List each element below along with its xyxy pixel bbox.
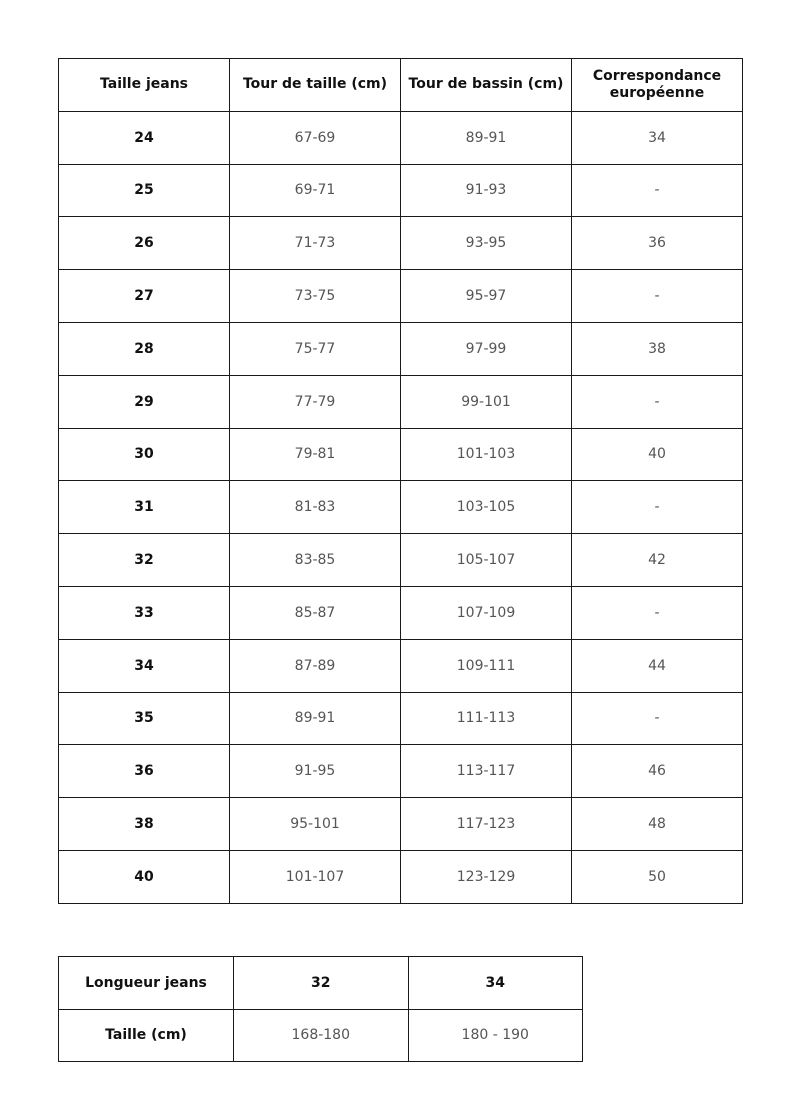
cell-eu-size: - [572, 164, 743, 217]
cell-waist-cm: 79-81 [230, 428, 401, 481]
table-row [59, 586, 743, 639]
cell-hip-cm: 113-117 [401, 745, 572, 798]
cell-waist-cm: 75-77 [230, 322, 401, 375]
cell-hip-cm: 111-113 [401, 692, 572, 745]
cell-jean-size: 38 [59, 798, 230, 851]
cell-hip-cm: 117-123 [401, 798, 572, 851]
cell-hip-cm: 105-107 [401, 534, 572, 587]
header-tour-de-taille: Tour de taille (cm) [230, 59, 401, 112]
cell-jean-size: 26 [59, 217, 230, 270]
cell-hip-cm: 101-103 [401, 428, 572, 481]
cell-hip-cm: 93-95 [401, 217, 572, 270]
length-34-height: 180 - 190 [408, 1009, 583, 1062]
cell-jean-size: 33 [59, 586, 230, 639]
cell-eu-size: 38 [572, 322, 743, 375]
cell-waist-cm: 89-91 [230, 692, 401, 745]
table-row [59, 217, 743, 270]
table-row [59, 798, 743, 851]
table-row [59, 639, 743, 692]
cell-waist-cm: 77-79 [230, 375, 401, 428]
cell-eu-size: 42 [572, 534, 743, 587]
cell-waist-cm: 67-69 [230, 111, 401, 164]
size-chart-header-row [59, 59, 743, 112]
cell-waist-cm: 87-89 [230, 639, 401, 692]
row-label-taille-cm: Taille (cm) [59, 1009, 234, 1062]
cell-waist-cm: 95-101 [230, 798, 401, 851]
cell-hip-cm: 103-105 [401, 481, 572, 534]
table-row [59, 428, 743, 481]
cell-jean-size: 40 [59, 850, 230, 903]
length-32-height: 168-180 [234, 1009, 409, 1062]
header-longueur-jeans: Longueur jeans [59, 957, 234, 1010]
cell-hip-cm: 89-91 [401, 111, 572, 164]
table-row [59, 164, 743, 217]
table-row [59, 850, 743, 903]
header-correspondance-europeenne: Correspondance européenne [572, 59, 743, 112]
length-chart-header-row [59, 957, 583, 1010]
cell-waist-cm: 69-71 [230, 164, 401, 217]
cell-jean-size: 30 [59, 428, 230, 481]
header-length-32: 32 [234, 957, 409, 1010]
cell-waist-cm: 73-75 [230, 270, 401, 323]
cell-eu-size: - [572, 692, 743, 745]
length-chart-row [59, 1009, 583, 1062]
cell-hip-cm: 95-97 [401, 270, 572, 323]
cell-jean-size: 34 [59, 639, 230, 692]
table-row [59, 111, 743, 164]
cell-eu-size: 46 [572, 745, 743, 798]
table-row [59, 692, 743, 745]
cell-jean-size: 35 [59, 692, 230, 745]
cell-eu-size: - [572, 270, 743, 323]
cell-eu-size: 50 [572, 850, 743, 903]
cell-eu-size: 44 [572, 639, 743, 692]
cell-waist-cm: 83-85 [230, 534, 401, 587]
cell-hip-cm: 97-99 [401, 322, 572, 375]
size-chart-table [58, 58, 743, 904]
cell-waist-cm: 81-83 [230, 481, 401, 534]
cell-eu-size: 36 [572, 217, 743, 270]
cell-hip-cm: 91-93 [401, 164, 572, 217]
table-row [59, 322, 743, 375]
length-chart-table [58, 956, 583, 1062]
table-row [59, 745, 743, 798]
table-row [59, 270, 743, 323]
cell-waist-cm: 101-107 [230, 850, 401, 903]
cell-waist-cm: 71-73 [230, 217, 401, 270]
cell-jean-size: 36 [59, 745, 230, 798]
cell-hip-cm: 107-109 [401, 586, 572, 639]
cell-eu-size: 48 [572, 798, 743, 851]
cell-eu-size: 40 [572, 428, 743, 481]
header-taille-jeans: Taille jeans [59, 59, 230, 112]
cell-eu-size: - [572, 586, 743, 639]
cell-jean-size: 32 [59, 534, 230, 587]
cell-waist-cm: 91-95 [230, 745, 401, 798]
cell-waist-cm: 85-87 [230, 586, 401, 639]
size-chart-body [59, 111, 743, 903]
cell-jean-size: 24 [59, 111, 230, 164]
cell-hip-cm: 109-111 [401, 639, 572, 692]
cell-eu-size: - [572, 375, 743, 428]
cell-hip-cm: 123-129 [401, 850, 572, 903]
table-row [59, 534, 743, 587]
cell-jean-size: 25 [59, 164, 230, 217]
table-row [59, 375, 743, 428]
cell-jean-size: 31 [59, 481, 230, 534]
cell-eu-size: - [572, 481, 743, 534]
cell-jean-size: 28 [59, 322, 230, 375]
cell-jean-size: 29 [59, 375, 230, 428]
header-length-34: 34 [408, 957, 583, 1010]
table-row [59, 481, 743, 534]
cell-hip-cm: 99-101 [401, 375, 572, 428]
header-tour-de-bassin: Tour de bassin (cm) [401, 59, 572, 112]
cell-jean-size: 27 [59, 270, 230, 323]
cell-eu-size: 34 [572, 111, 743, 164]
